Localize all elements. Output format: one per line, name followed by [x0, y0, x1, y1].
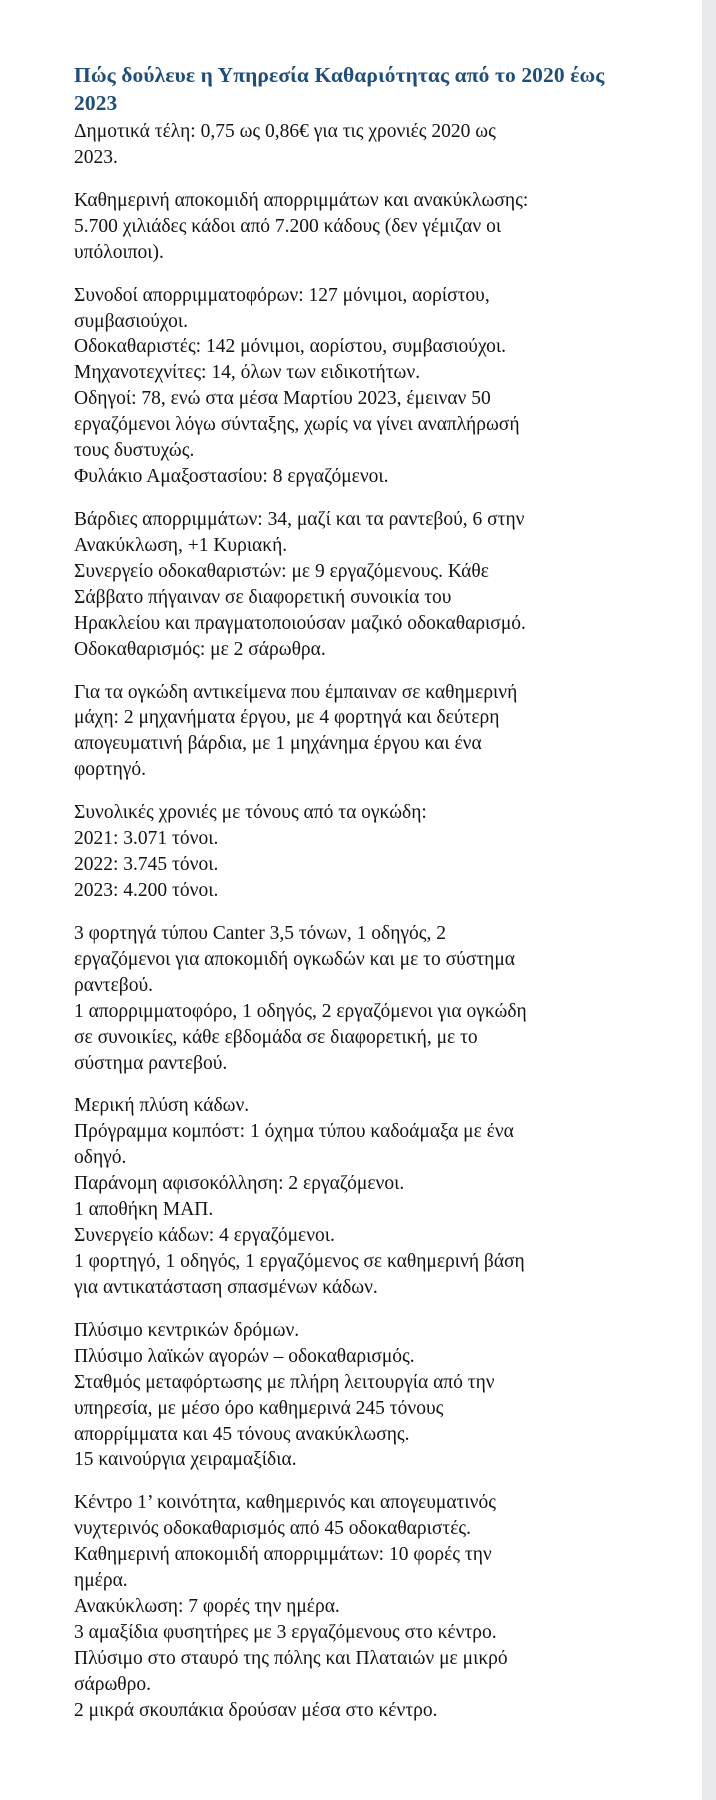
paragraph: [74, 119, 642, 171]
paragraph-line: Οδοκαθαριστές: 142 μόνιμοι, αορίστου, συμβασιούχοι.: [74, 336, 507, 358]
paragraph-line: υπηρεσία, με μέσο όρο καθημερινά 245 τόνους: [74, 1397, 444, 1419]
paragraph-line: 3 φορτηγά τύπου Canter 3,5 τόνων, 1 οδηγός, 2: [74, 922, 446, 944]
paragraph: [74, 921, 642, 1077]
paragraph-line: Παράνομη αφισοκόλληση: 2 εργαζόμενοι.: [74, 1173, 405, 1195]
paragraph-line: Βάρδιες απορριμμάτων: 34, μαζί και τα ραντεβού, 6 στην: [74, 509, 525, 531]
paragraph-line: Οδοκαθαρισμός: με 2 σάρωθρα.: [74, 638, 326, 660]
paragraph-line: συμβασιούχοι.: [74, 310, 189, 332]
page-title: Πώς δούλευε η Υπηρεσία Καθαριότητας από το 2020 έως 2023: [74, 63, 605, 115]
paragraph-line: Σάββατο πήγαιναν σε διαφορετική συνοικία του: [74, 586, 452, 608]
paragraph: [74, 1490, 642, 1723]
paragraph-line: Οδηγοί: 78, ενώ στα μέσα Μαρτίου 2023, έμειναν 50: [74, 388, 491, 410]
paragraph-line: 5.700 χιλιάδες κάδοι από 7.200 κάδους (δεν γέμιζαν οι: [74, 215, 502, 237]
paragraph-line: 2021: 3.071 τόνοι.: [74, 828, 219, 850]
paragraph-line: Φυλάκιο Αμαξοστασίου: 8 εργαζόμενοι.: [74, 466, 389, 488]
paragraph-line: σύστημα ραντεβού.: [74, 1052, 228, 1074]
paragraph-line: Πρόγραμμα κομπόστ: 1 όχημα τύπου καδοάμαξα με ένα: [74, 1121, 514, 1143]
paragraph-line: σάρωθρο.: [74, 1673, 151, 1695]
paragraph: [74, 283, 642, 490]
paragraph-line: Πλύσιμο στο σταυρό της πόλης και Πλαταιών με μικρό: [74, 1647, 508, 1669]
paragraph-line: Μηχανοτεχνίτες: 14, όλων των ειδικοτήτων.: [74, 362, 421, 384]
paragraph-line: ημέρα.: [74, 1570, 128, 1592]
paragraph-line: μάχη: 2 μηχανήματα έργου, με 4 φορτηγά και δεύτερη: [74, 707, 500, 729]
paragraph-line: Συνεργείο οδοκαθαριστών: με 9 εργαζόμενους. Κάθε: [74, 560, 489, 582]
paragraph: [74, 1093, 642, 1300]
paragraph-line: Για τα ογκώδη αντικείμενα που έμπαιναν σε καθημερινή: [74, 681, 518, 703]
paragraph-line: εργαζόμενοι για αποκομιδή ογκωδών και με το σύστημα: [74, 948, 516, 970]
paragraph-line: Κέντρο 1’ κοινότητα, καθημερινός και απογευματινός: [74, 1492, 496, 1514]
paragraph-line: οδηγό.: [74, 1147, 127, 1169]
paragraph-line: 2022: 3.745 τόνοι.: [74, 854, 219, 876]
paragraph-line: ραντεβού.: [74, 974, 153, 996]
paragraph: [74, 800, 642, 904]
paragraph-line: 2 μικρά σκουπάκια δρούσαν μέσα στο κέντρο.: [74, 1699, 438, 1721]
paragraph-line: 1 απορριμματοφόρο, 1 οδηγός, 2 εργαζόμενοι για ογκώδη: [74, 1000, 527, 1022]
paragraph-line: απογευματινή βάρδια, με 1 μηχάνημα έργου και ένα: [74, 733, 482, 755]
paragraph-line: Ηρακλείου και πραγματοποιούσαν μαζικό οδοκαθαρισμό.: [74, 612, 526, 634]
paragraph-line: υπόλοιποι).: [74, 241, 164, 263]
paragraph-line: 15 καινούργια χειραμαξίδια.: [74, 1449, 297, 1471]
paragraph: [74, 507, 642, 663]
paragraph: [74, 188, 642, 266]
article-text: [74, 119, 642, 1724]
paragraph-line: Καθημερινή αποκομιδή απορριμμάτων: 10 φορές την: [74, 1544, 492, 1566]
paragraph-line: Συνολικές χρονιές με τόνους από τα ογκώδη:: [74, 802, 427, 824]
page-gutter: [702, 0, 716, 1800]
paragraph-line: φορτηγό.: [74, 759, 147, 781]
paragraph-line: νυχτερινός οδοκαθαρισμός από 45 οδοκαθαριστές.: [74, 1518, 471, 1540]
paragraph-line: Συνεργείο κάδων: 4 εργαζόμενοι.: [74, 1225, 335, 1247]
paragraph-line: Σταθμός μεταφόρτωσης με πλήρη λειτουργία από την: [74, 1371, 495, 1393]
paragraph-line: τους δυστυχώς.: [74, 440, 195, 462]
paragraph-line: 1 αποθήκη ΜΑΠ.: [74, 1199, 214, 1221]
paragraph: [74, 1318, 642, 1474]
paragraph-line: Ανακύκλωση, +1 Κυριακή.: [74, 534, 288, 556]
paragraph-line: εργαζόμενοι λόγω σύνταξης, χωρίς να γίνει αναπλήρωσή: [74, 414, 520, 436]
paragraph-line: για αντικατάσταση σπασμένων κάδων.: [74, 1276, 378, 1298]
paragraph-line: Καθημερινή αποκομιδή απορριμμάτων και ανακύκλωσης:: [74, 189, 529, 211]
paragraph-line: Πλύσιμο κεντρικών δρόμων.: [74, 1319, 300, 1341]
paragraph-line: Δημοτικά τέλη: 0,75 ως 0,86€ για τις χρονιές 2020 ως: [74, 121, 496, 143]
paragraph: [74, 680, 642, 784]
paragraph-line: σε συνοικίες, κάθε εβδομάδα σε διαφορετική, με το: [74, 1026, 478, 1048]
paragraph-line: Ανακύκλωση: 7 φορές την ημέρα.: [74, 1596, 340, 1618]
paragraph-line: 1 φορτηγό, 1 οδηγός, 1 εργαζόμενος σε καθημερινή βάση: [74, 1250, 525, 1272]
paragraph-line: 2023: 4.200 τόνοι.: [74, 880, 219, 901]
paragraph-line: 3 αμαξίδια φυσητήρες με 3 εργαζόμενους στο κέντρο.: [74, 1621, 497, 1643]
paragraph-line: 2023.: [74, 146, 118, 168]
paragraph-line: Πλύσιμο λαϊκών αγορών – οδοκαθαρισμός.: [74, 1345, 415, 1367]
paragraph-line: Μερική πλύση κάδων.: [74, 1095, 250, 1117]
paragraph-line: Συνοδοί απορριμματοφόρων: 127 μόνιμοι, αορίστου,: [74, 284, 490, 306]
paragraph-line: απορρίμματα και 45 τόνους ανακύκλωσης.: [74, 1423, 410, 1445]
